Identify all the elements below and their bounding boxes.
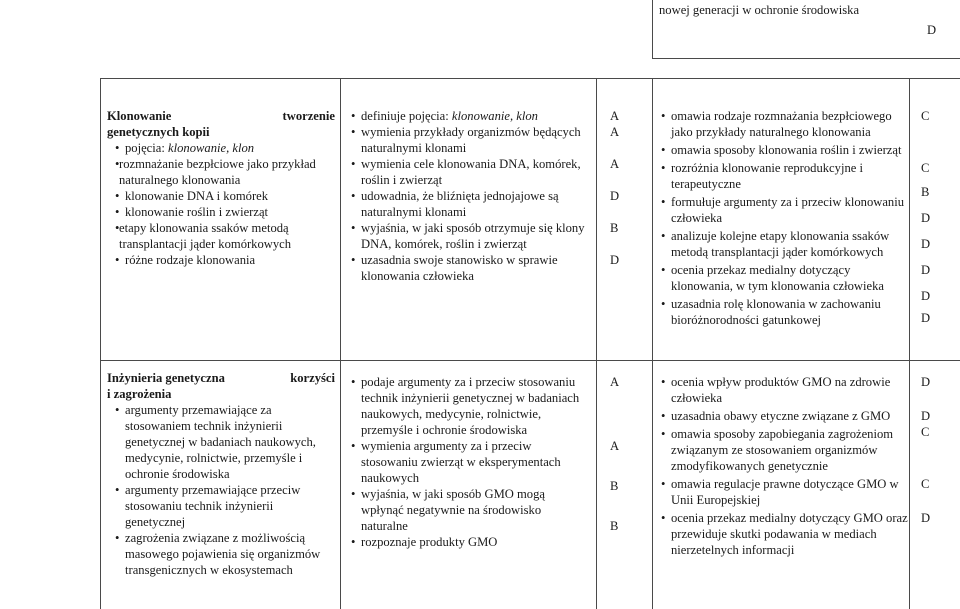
list-item: • klonowanie roślin i zwierząt xyxy=(107,204,335,220)
list-item: • rozmnażanie bezpłciowe jako przykład naturalnego klonowania xyxy=(107,156,335,188)
list-item: • omawia regulacje prawne dotyczące GMO w Unii Europejskiej xyxy=(659,476,909,508)
level-badge: A xyxy=(610,157,620,171)
list-item: • zagrożenia związane z możliwością masowego pojawienia się organizmów transgenicznych w ekosystemach xyxy=(113,530,335,578)
row1-topic-item-terms: klonowanie, klon xyxy=(168,141,255,155)
level-badge: B xyxy=(610,519,619,533)
row1-basic-first-terms: klonowanie, klon xyxy=(451,109,538,123)
list-item: • formułuje argumenty za i przeciw klonowaniu człowieka xyxy=(659,194,909,226)
list-item: • wymienia argumenty za i przeciw stosowaniu zwierząt w eksperymentach naukowych xyxy=(349,438,589,486)
list-item: • podaje argumenty za i przeciw stosowaniu technik inżynierii genetycznej w badaniach naukowych, medycynie, rolnictwie, przemyśle i ochronie środowiska xyxy=(349,374,589,438)
level-badge: A xyxy=(610,109,620,123)
row1-basic-levels xyxy=(610,108,630,268)
level-badge: D xyxy=(921,263,931,277)
list-item: • ocenia przekaz medialny dotyczący GMO oraz przewiduje skutki podawania w mediach nierzetelnych informacji xyxy=(659,510,909,558)
grid-line-v-left xyxy=(100,78,101,609)
level-badge: A xyxy=(610,125,620,139)
list-item: • klonowanie DNA i komórek xyxy=(107,188,335,204)
list-item xyxy=(349,108,589,124)
row2-topic-title-line xyxy=(107,370,335,386)
list-item: • uzasadnia rolę klonowania w zachowaniu bioróżnorodności gatunkowej xyxy=(659,296,909,328)
row2-basic-levels xyxy=(610,374,630,534)
grid-line-v-2 xyxy=(340,78,341,609)
row2-extended-list xyxy=(659,374,909,558)
level-badge: D xyxy=(921,211,931,225)
list-item: • analizuje kolejne etapy klonowania ssaków metodą transplantacji jąder komórkowych xyxy=(659,228,909,260)
row1-topic-list xyxy=(107,140,335,268)
list-item: • omawia rodzaje rozmnażania bezpłciowego jako przykłady naturalnego klonowania xyxy=(659,108,909,140)
grid-line-v1 xyxy=(652,0,653,58)
level-badge: D xyxy=(921,311,931,325)
top-continuation-text: nowej generacji w ochronie środowiska xyxy=(659,3,860,17)
list-item xyxy=(107,140,335,156)
list-item: • wymienia cele klonowania DNA, komórek, roślin i zwierząt xyxy=(349,156,589,188)
row1-topic-title-line xyxy=(107,108,335,124)
grid-line-h-mid xyxy=(100,360,960,361)
list-item: • wyjaśnia, w jaki sposób GMO mogą wpłynąć negatywnie na środowisko naturalne xyxy=(349,486,589,534)
level-badge: D xyxy=(921,375,931,389)
level-badge: D xyxy=(921,409,931,423)
level-badge: C xyxy=(921,161,930,175)
list-item: • argumenty przemawiające przeciw stosowaniu technik inżynierii genetycznej xyxy=(113,482,335,530)
list-item: • etapy klonowania ssaków metodą transplantacji jąder komórkowych xyxy=(107,220,335,252)
row2-basic xyxy=(349,374,589,550)
row2-topic-title-b: korzyści xyxy=(290,371,335,385)
grid-line-h-top xyxy=(652,58,960,59)
level-badge: B xyxy=(610,221,619,235)
list-item: • wymienia przykłady organizmów będących naturalnymi klonami xyxy=(349,124,589,156)
list-item: • argumenty przemawiające za stosowaniem technik inżynierii genetycznej w badaniach naukowych, medycynie, rolnictwie, przemyśle i ochronie środowiska xyxy=(113,402,335,482)
row1-extended xyxy=(659,108,909,328)
list-item: • omawia sposoby klonowania roślin i zwierząt xyxy=(659,142,909,158)
level-badge: C xyxy=(921,425,930,439)
top-continuation-level: D xyxy=(927,23,937,37)
grid-line-h-top-left xyxy=(100,78,960,79)
row1-topic xyxy=(107,108,335,268)
level-badge: D xyxy=(610,253,620,267)
list-item: • wyjaśnia, w jaki sposób otrzymuje się klony DNA, komórek, roślin i zwierząt xyxy=(349,220,589,252)
row1-basic xyxy=(349,108,589,284)
row1-topic-title-a: Klonowanie xyxy=(107,109,172,123)
grid-line-v-4 xyxy=(652,78,653,609)
level-badge: A xyxy=(610,375,620,389)
list-item: • rozpoznaje produkty GMO xyxy=(349,534,589,550)
row2-extended xyxy=(659,374,909,558)
level-badge: C xyxy=(921,109,930,123)
list-item: • uzasadnia swoje stanowisko w sprawie klonowania człowieka xyxy=(349,252,589,284)
level-badge: C xyxy=(921,477,930,491)
row1-basic-first-prefix: definiuje pojęcia: xyxy=(361,109,452,123)
row1-topic-title-c: genetycznych kopii xyxy=(107,125,210,139)
row2-extended-levels xyxy=(921,374,941,526)
list-item: • ocenia przekaz medialny dotyczący klonowania, w tym klonowania człowieka xyxy=(659,262,909,294)
row1-basic-list xyxy=(349,108,589,284)
list-item: • rozróżnia klonowanie reprodukcyjne i terapeutyczne xyxy=(659,160,909,192)
level-badge: D xyxy=(921,237,931,251)
level-badge: D xyxy=(921,511,931,525)
grid-line-v-3 xyxy=(596,78,597,609)
list-item: • ocenia wpływ produktów GMO na zdrowie człowieka xyxy=(659,374,909,406)
list-item: • omawia sposoby zapobiegania zagrożeniom związanym ze stosowaniem organizmów zmodyfikowanych genetycznie xyxy=(659,426,909,474)
row1-extended-levels xyxy=(921,108,941,326)
list-item: • udowadnia, że bliźnięta jednojajowe są naturalnymi klonami xyxy=(349,188,589,220)
grid-line-v-5 xyxy=(909,78,910,609)
list-item: • uzasadnia obawy etyczne związane z GMO xyxy=(659,408,909,424)
row1-topic-item-prefix: pojęcia: xyxy=(125,141,169,155)
level-badge: A xyxy=(610,439,620,453)
level-badge: D xyxy=(610,189,620,203)
row2-basic-list xyxy=(349,374,589,550)
level-badge: D xyxy=(921,289,931,303)
level-badge: B xyxy=(610,479,619,493)
row1-extended-list xyxy=(659,108,909,328)
level-badge: B xyxy=(921,185,930,199)
row2-topic xyxy=(107,370,335,578)
list-item: • różne rodzaje klonowania xyxy=(107,252,335,268)
row2-topic-title-a: Inżynieria genetyczna xyxy=(107,371,225,385)
row2-topic-list xyxy=(113,402,335,578)
row1-topic-title-b: tworzenie xyxy=(282,109,335,123)
row2-topic-title-c: i zagrożenia xyxy=(107,387,172,401)
